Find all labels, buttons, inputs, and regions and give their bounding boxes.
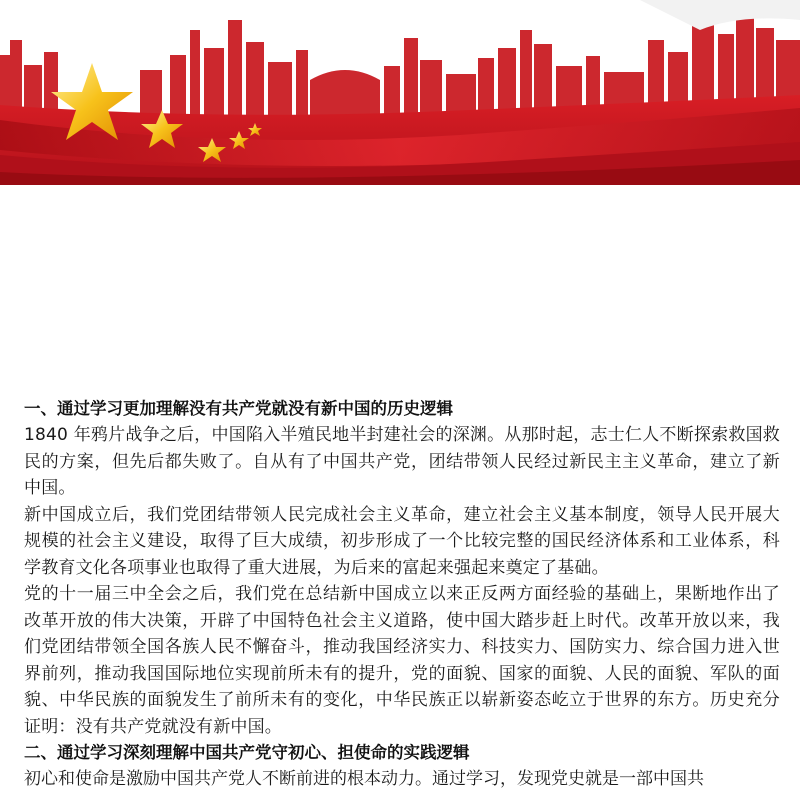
banner-graphic xyxy=(0,0,800,185)
paragraph: 初心和使命是激励中国共产党人不断前进的根本动力。通过学习，发现党史就是一部中国共 xyxy=(24,769,704,789)
section-heading: 二、通过学习深刻理解中国共产党守初心、担使命的实践逻辑 xyxy=(24,743,470,762)
paragraph: 党的十一届三中全会之后，我们党在总结新中国成立以来正反两方面经验的基础上，果断地作出了改革开放的伟大决策，开辟了中国特色社会主义道路，使中国大踏步赶上时代。改革开放以来，我们党团结带领全国各族人民不懈奋斗，推动我国经济实力、科技实力、国防实力、综合国力进入世界前列，推动我国国际地位实现前所未有的提升，党的面貌、国家的面貌、人民的面貌、军队的面貌、中华民族的面貌发生了前所未有的变化，中华民族正以崭新姿态屹立于世界的东方。历史充分证明：没有共产党就没有新中国。 xyxy=(24,584,780,737)
paragraph: 1840 年鸦片战争之后，中国陷入半殖民地半封建社会的深渊。从那时起，志士仁人不断探索救国救民的方案，但先后都失败了。自从有了中国共产党，团结带领人民经过新民主主义革命，建立了新中国。 xyxy=(24,425,780,498)
section-heading: 一、通过学习更加理解没有共产党就没有新中国的历史逻辑 xyxy=(24,399,453,418)
article-body xyxy=(24,396,780,793)
paragraph: 新中国成立后，我们党团结带领人民完成社会主义革命，建立社会主义基本制度，领导人民开展大规模的社会主义建设，取得了巨大成绩，初步形成了一个比较完整的国民经济体系和工业体系，科学教育文化各项事业也取得了重大进展，为后来的富起来强起来奠定了基础。 xyxy=(24,504,780,578)
header-banner xyxy=(0,0,800,185)
